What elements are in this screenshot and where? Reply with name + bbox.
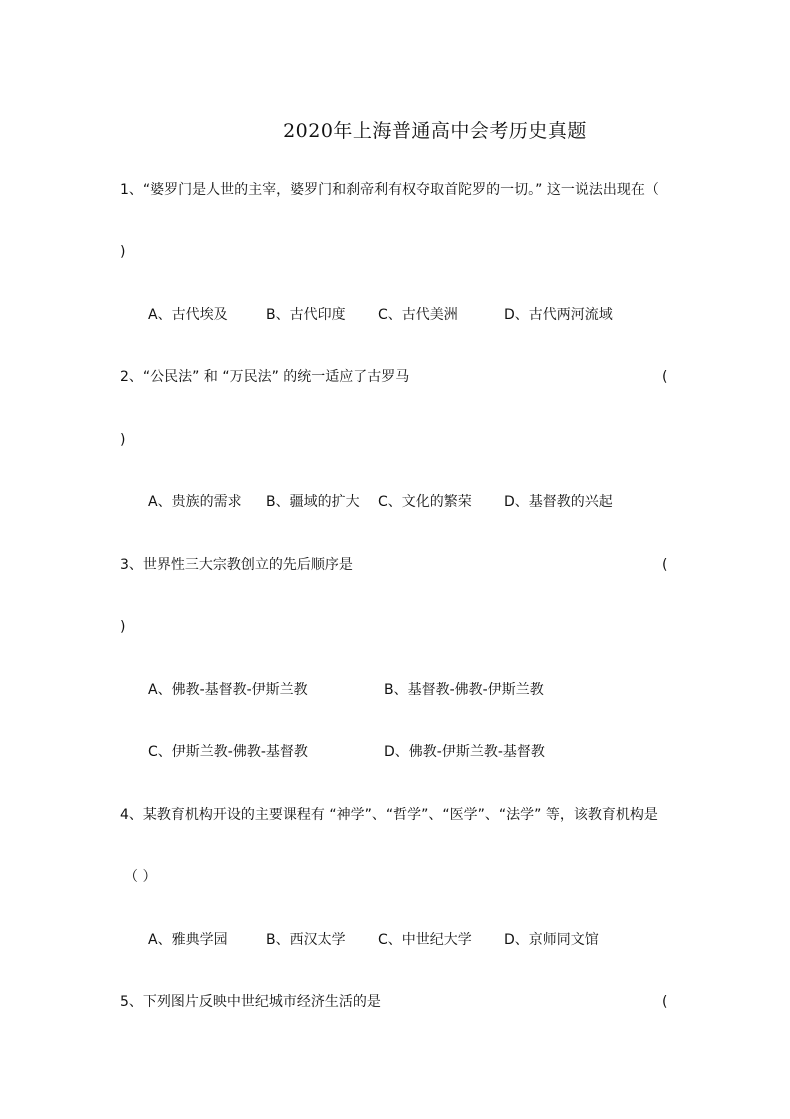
question-2-option-d: D、基督教的兴起: [504, 494, 613, 510]
question-4-option-b: B、西汉太学: [266, 932, 346, 948]
question-1-option-a: A、古代埃及: [148, 307, 228, 323]
question-3-option-b: B、基督教-佛教-伊斯兰教: [384, 682, 544, 698]
page-title: 2020年上海普通高中会考历史真题: [283, 120, 587, 142]
question-1-stem: 1、“婆罗门是人世的主宰，婆罗门和刹帝利有权夺取首陀罗的一切。” 这一说法出现在（: [120, 182, 659, 198]
question-3-option-c: C、伊斯兰教-佛教-基督教: [148, 744, 308, 760]
question-1-option-d: D、古代两河流域: [504, 307, 613, 323]
question-5-stem: 5、下列图片反映中世纪城市经济生活的是: [120, 994, 381, 1010]
question-3-option-d: D、佛教-伊斯兰教-基督教: [384, 744, 545, 760]
question-2-option-a: A、贵族的需求: [148, 494, 242, 510]
question-3-stem: 3、世界性三大宗教创立的先后顺序是: [120, 557, 353, 573]
question-4-option-c: C、中世纪大学: [378, 932, 472, 948]
question-3-open-paren: (: [662, 557, 668, 573]
question-1-close-paren: ): [120, 244, 126, 260]
question-5-open-paren: (: [662, 994, 668, 1010]
question-2-option-c: C、文化的繁荣: [378, 494, 472, 510]
question-2-open-paren: (: [662, 369, 668, 385]
question-3-option-a: A、佛教-基督教-伊斯兰教: [148, 682, 308, 698]
question-4-option-a: A、雅典学园: [148, 932, 228, 948]
question-4-option-d: D、京师同文馆: [504, 932, 599, 948]
question-1-option-b: B、古代印度: [266, 307, 346, 323]
question-4-paren: （ ）: [124, 869, 157, 885]
question-1-option-c: C、古代美洲: [378, 307, 458, 323]
question-2-option-b: B、疆域的扩大: [266, 494, 360, 510]
question-3-close-paren: ): [120, 619, 126, 635]
question-4-stem: 4、某教育机构开设的主要课程有 “神学”、“哲学”、“医学”、“法学” 等，该教育机构是: [120, 807, 658, 823]
question-2-stem: 2、“公民法” 和 “万民法” 的统一适应了古罗马: [120, 369, 410, 385]
question-2-close-paren: ): [120, 432, 126, 448]
